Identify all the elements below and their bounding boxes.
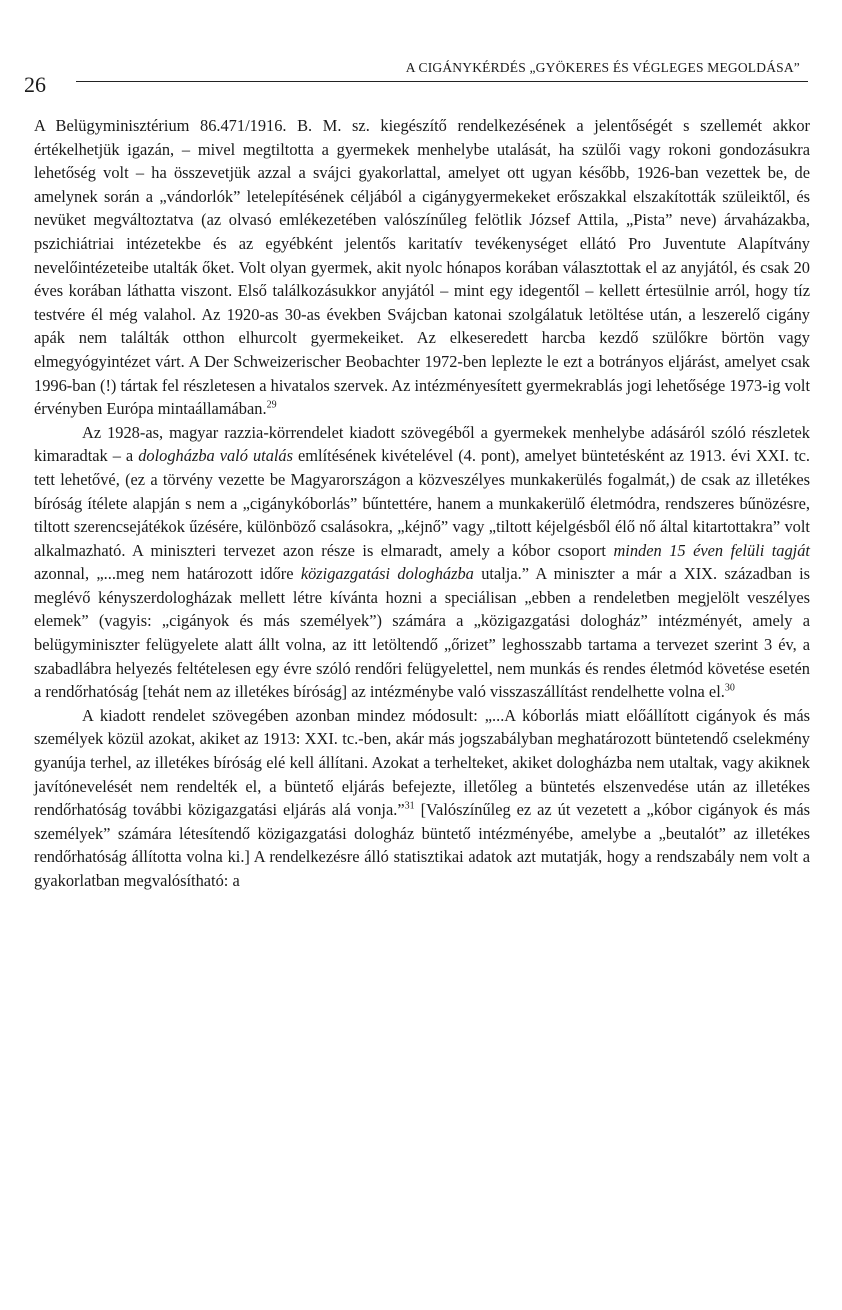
paragraph-3 xyxy=(34,704,810,893)
italic-phrase: közigazgatási dologházba xyxy=(300,564,474,584)
paragraph-2-text: említésének kivételével (4. pont), amelyet büntetésként az 1913. évi XXI. tc. tett lehetővé, (ez a törvény vezette be Magyarországon a közveszélyes munkakerülés fogalmát,) de csak az illetékes bíróság ítélete alapján s nem a „cigánykóborlás” bűntettére, hanem a munkakerülő életmódra, rendszeres bűnözésre, tiltott szerencsejátékok űzésére, különböző csalásokra, „kéjnő” vagy „tiltott kéjelgésből élő nő által kitartottakra” volt alkalmazható. A miniszteri tervezet azon része is elmaradt, amely a kóbor csoport xyxy=(34,446,811,560)
page-number: 26 xyxy=(24,72,46,97)
footnote-ref-30: 30 xyxy=(724,682,735,694)
paragraph-1 xyxy=(34,114,810,421)
paragraph-2-text: azonnal, „...meg nem határozott időre xyxy=(34,564,301,584)
footnote-ref-31: 31 xyxy=(404,800,415,812)
paragraph-1-text: A Belügyminisztérium 86.471/1916. B. M. sz. kiegészítő rendelkezésének a jelentőségét s szellemét akkor értékelhetjük igazán, – mivel megtiltotta a gyermekek menhelybe utalását, ha szülői vagy rokoni gondozásukra lehetőség volt – ha összevetjük azzal a svájci gyakorlattal, amelyet ott ugyan később, 1926-ban vezettek be, de amelynek során a „vándorlók” letelepítésének céljából a cigánygyermekeket erőszakkal elszakították szüleiktől, és nevüket megváltoztatva (az olvasó emlékezetében valószínűleg felötlik József Attila, „Pista” neve) árvaházakba, pszichiátriai intézetekbe és az egyébként jelentős karitatív tevékenységet ellátó Pro Juventute Alapítvány nevelőintézeteibe utalták őket. Volt olyan gyermek, akit nyolc hónapos korában választottak el az anyjától, és csak 20 éves korában láthatta viszont. Első találkozásukkor anyjától – mint egy idegentől – kellett értesülnie arról, hogy tíz testvére él még valahol. Az 1920-as 30-as években Svájcban katonai szolgálatuk letöltése után, a leszerelő cigány apák nem találták otthon elhurcolt gyermekeiket. Az elkeseredett harcba kezdő szülőkre börtön vagy elmegyógyintézet várt. A Der Schweizerischer Beobachter 1972-ben leplezte le ezt a botrányos eljárást, amelyet csak 1996-ban (!) tártak fel részletesen a hivatalos szervek. Az intézményesített gyermekrablás jogi lehetősége 1973-ig volt érvényben Európa mintaállamában. xyxy=(34,116,810,419)
running-title: A CIGÁNYKÉRDÉS „GYÖKERES ÉS VÉGLEGES MEGOLDÁSA” xyxy=(405,60,800,75)
paragraph-2 xyxy=(34,421,810,704)
italic-phrase: dologházba való utalás xyxy=(138,446,294,466)
italic-phrase: minden 15 éven felüli tagját xyxy=(613,540,810,560)
paragraph-3-text: A kiadott rendelet szövegében azonban mindez módosult: „...A kóborlás miatt előállított cigányok és más személyek közül azokat, akiket az 1913: XXI. tc.-ben, akár más jogszabályban meghatározott büntetendő cselekmény gyanúja terhel, az illetékes bíróság elé kell állítani. Azokat a terhelteket, akiket dologházba nem utaltak, vagy akiknek javítónevelését nem rendelték el, a büntető eljárás befejezte, illetőleg a büntetés elszenvedése után az illetékes rendőrhatóság további közigazgatási eljárás alá vonja.” xyxy=(34,705,810,820)
paragraph-2-text: Az 1928-as, magyar razzia-körrendelet kiadott szövegéből a gyermekek menhelybe adásáról szóló részletek kimaradtak – a xyxy=(34,422,810,466)
header-rule xyxy=(76,81,808,82)
paragraph-3-text: [Valószínűleg ez az út vezetett a „kóbor cigányok és más személyek” számára létesítendő közigazgatási dologház büntető intézményébe, amelybe a „beutalót” az illetékes rendőrhatóság állította volna ki.] A rendelkezésre álló statisztikai adatok azt mutatják, hogy a rendszabály nem volt a gyakorlatban megvalósítható: a xyxy=(34,800,810,890)
footnote-ref-29: 29 xyxy=(266,399,277,411)
paragraph-2-text: utalja.” A miniszter a már a XIX. században is meglévő kényszerdologházak mellett létre kívánta hozni a speciálisan „ebben a rendeletben megjelölt veszélyes elemek” (vagyis: „cigányok és más személyek”) számára a „közigazgatási dologház” intézményét, amely a belügyminiszter felügyelete alatt állt volna, az itt letöltendő „őrizet” leghosszabb tartama a tervezet szerint 3 év, a szabadlábra helyezés feltételesen egy évre szóló rendőri felügyelettel, nem munkás és rendes életmód követése esetén a rendőrhatóság [tehát nem az illetékes bíróság] az intézménybe való visszaszállítást rendelhette volna el. xyxy=(34,564,811,702)
page-header xyxy=(24,50,808,100)
body-text xyxy=(34,114,810,893)
